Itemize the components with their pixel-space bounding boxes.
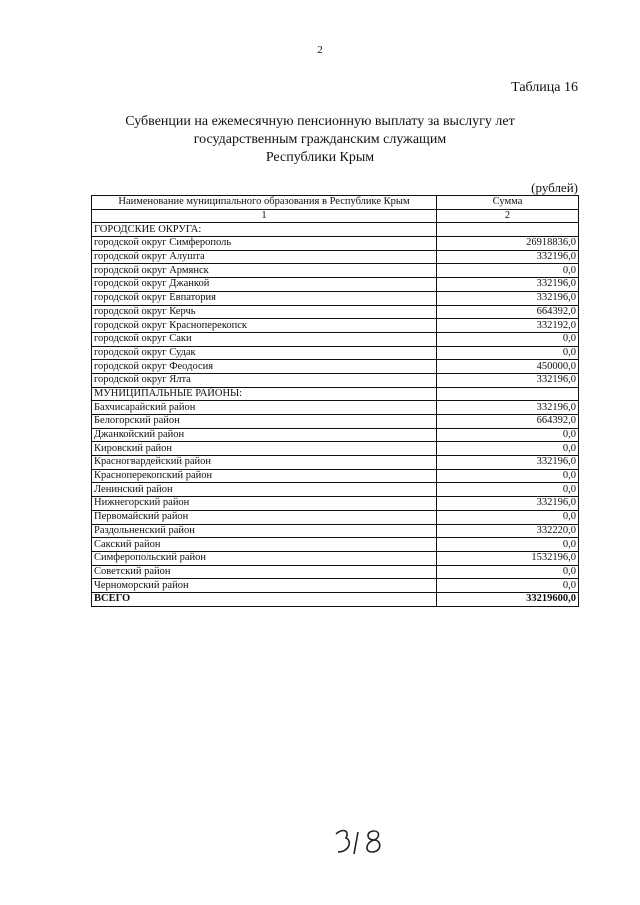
municipality-name: Черноморский район: [92, 579, 437, 593]
subvention-amount: 332196,0: [437, 497, 579, 511]
table-label: Таблица 16: [511, 80, 578, 95]
subvention-amount: 332192,0: [437, 319, 579, 333]
subvention-amount: 0,0: [437, 442, 579, 456]
table-row: [92, 538, 579, 552]
table-row: [92, 373, 579, 387]
table-row: [92, 319, 579, 333]
table-row: [92, 346, 579, 360]
subvention-amount: 332196,0: [437, 291, 579, 305]
municipality-name: городской округ Джанкой: [92, 278, 437, 292]
table-row: [92, 332, 579, 346]
section-title: ГОРОДСКИЕ ОКРУГА:: [92, 223, 437, 237]
table-row: [92, 565, 579, 579]
table-row: [92, 264, 579, 278]
title-line-2: государственным гражданским служащим: [193, 132, 447, 147]
subvention-amount: 0,0: [437, 510, 579, 524]
municipality-name: Нижнегорский район: [92, 497, 437, 511]
municipality-name: городской округ Керчь: [92, 305, 437, 319]
total-amount: 33219600,0: [437, 592, 579, 606]
municipality-name: городской округ Ялта: [92, 373, 437, 387]
total-row: [92, 592, 579, 606]
municipality-name: Первомайский район: [92, 510, 437, 524]
table-row: [92, 483, 579, 497]
subvention-amount: 0,0: [437, 469, 579, 483]
table-row: [92, 551, 579, 565]
subvention-amount: 332196,0: [437, 278, 579, 292]
handwritten-page-mark: [330, 822, 390, 862]
total-label: ВСЕГО: [92, 592, 437, 606]
subvention-amount: 332196,0: [437, 373, 579, 387]
units-label: (рублей): [531, 180, 578, 195]
section-row: [92, 223, 579, 237]
municipality-name: Красноперекопский район: [92, 469, 437, 483]
header-row: [92, 196, 579, 210]
section-title: МУНИЦИПАЛЬНЫЕ РАЙОНЫ:: [92, 387, 437, 401]
subvention-amount: 26918836,0: [437, 237, 579, 251]
section-sum-empty: [437, 223, 579, 237]
municipality-name: городской округ Армянск: [92, 264, 437, 278]
municipality-name: городской округ Симферополь: [92, 237, 437, 251]
municipality-name: Кировский район: [92, 442, 437, 456]
column-number-2: 2: [437, 209, 579, 223]
subvention-amount: 0,0: [437, 264, 579, 278]
subvention-amount: 0,0: [437, 332, 579, 346]
subvention-amount: 664392,0: [437, 305, 579, 319]
table-row: [92, 250, 579, 264]
subvention-amount: 0,0: [437, 346, 579, 360]
subvention-amount: 0,0: [437, 579, 579, 593]
subvention-amount: 332196,0: [437, 401, 579, 415]
subvention-amount: 0,0: [437, 428, 579, 442]
subvention-amount: 0,0: [437, 538, 579, 552]
section-sum-empty: [437, 387, 579, 401]
subvention-amount: 0,0: [437, 565, 579, 579]
table-row: [92, 510, 579, 524]
subvention-amount: 664392,0: [437, 415, 579, 429]
column-number-1: 1: [92, 209, 437, 223]
subvention-amount: 332196,0: [437, 456, 579, 470]
document-title: [0, 113, 640, 167]
table-row: [92, 497, 579, 511]
municipality-name: городской округ Красноперекопск: [92, 319, 437, 333]
table-row: [92, 524, 579, 538]
subvention-table: [91, 195, 579, 607]
table-row: [92, 360, 579, 374]
municipality-name: Сакский район: [92, 538, 437, 552]
table-row: [92, 415, 579, 429]
header-sum: Сумма: [437, 196, 579, 210]
municipality-name: Джанкойский район: [92, 428, 437, 442]
table-row: [92, 456, 579, 470]
column-number-row: [92, 209, 579, 223]
table-row: [92, 305, 579, 319]
title-line-1: Субвенции на ежемесячную пенсионную выплату за выслугу лет: [125, 114, 515, 129]
municipality-name: Советский район: [92, 565, 437, 579]
subvention-amount: 0,0: [437, 483, 579, 497]
table-row: [92, 579, 579, 593]
municipality-name: городской округ Саки: [92, 332, 437, 346]
municipality-name: Ленинский район: [92, 483, 437, 497]
municipality-name: Симферопольский район: [92, 551, 437, 565]
table-row: [92, 291, 579, 305]
subvention-amount: 332220,0: [437, 524, 579, 538]
municipality-name: Раздольненский район: [92, 524, 437, 538]
municipality-name: Красногвардейский район: [92, 456, 437, 470]
table-row: [92, 428, 579, 442]
subvention-amount: 1532196,0: [437, 551, 579, 565]
table-row: [92, 442, 579, 456]
municipality-name: городской округ Судак: [92, 346, 437, 360]
section-row: [92, 387, 579, 401]
table-row: [92, 469, 579, 483]
header-name: Наименование муниципального образования в Республике Крым: [92, 196, 437, 210]
municipality-name: Белогорский район: [92, 415, 437, 429]
title-line-3: Республики Крым: [265, 150, 375, 165]
subvention-amount: 450000,0: [437, 360, 579, 374]
table-row: [92, 278, 579, 292]
municipality-name: Бахчисарайский район: [92, 401, 437, 415]
table-row: [92, 401, 579, 415]
page-number: 2: [317, 44, 323, 56]
municipality-name: городской округ Феодосия: [92, 360, 437, 374]
table-row: [92, 237, 579, 251]
municipality-name: городской округ Евпатория: [92, 291, 437, 305]
municipality-name: городской округ Алушта: [92, 250, 437, 264]
subvention-amount: 332196,0: [437, 250, 579, 264]
